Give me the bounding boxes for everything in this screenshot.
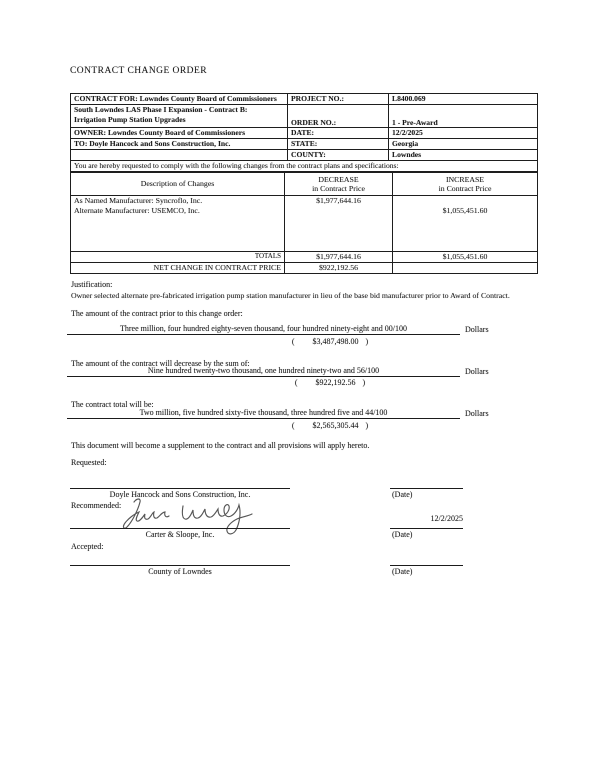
change-row-description: Alternate Manufacturer: USEMCO, Inc. [74,205,200,215]
amount2-words: Nine hundred twenty-two thousand, one hundred ninety-two and 56/100 [147,366,380,375]
amount1-numeric-group [240,337,420,347]
requested-date-line [390,477,463,489]
open-paren: ( [291,337,295,346]
contract-for-cell: CONTRACT FOR: Lowndes County Board of Commissioners [71,94,288,105]
project-title-cell [71,105,288,128]
requested-signature-line [70,477,290,489]
request-note: You are hereby requested to comply with the following changes from the contract plans and specifications: [71,161,538,172]
increase-header-line1: INCREASE [445,174,485,184]
amount2-numeric: $922,192.56 [315,378,356,387]
project-title-line2: Irrigation Pump Station Upgrades [74,114,186,124]
amount2-words-line [67,366,460,377]
project-title-line1: South Lowndes LAS Phase I Expansion - Contract B: [74,105,248,114]
amount2-intro: The amount of the contract will decrease by the sum of: [71,359,250,368]
accepted-name: County of Lowndes [148,567,212,576]
amount1-words: Three million, four hundred eighty-seven thousand, four hundred ninety-eight and 00/100 [119,324,408,333]
to-cell: TO: Doyle Hancock and Sons Construction, Inc. [71,139,288,150]
changes-table [70,172,538,274]
amount2-dollars-label: Dollars [465,367,489,376]
open-paren: ( [291,421,295,430]
decrease-header [285,173,393,196]
increase-body-cell [393,196,538,252]
close-paren: ) [362,378,366,387]
amount3-words-line [67,408,460,419]
totals-decrease: $1,977,644.16 [285,252,393,263]
order-no-label: ORDER NO.: [288,105,389,128]
decrease-body-cell [285,196,393,252]
amount1-dollars-label: Dollars [465,325,489,334]
accepted-signature-line [70,554,290,566]
amount3-numeric-group [240,421,420,431]
close-paren: ) [365,337,369,346]
state-value: Georgia [389,139,538,150]
amount3-dollars-label: Dollars [465,409,489,418]
date-label: DATE: [288,128,389,139]
amount1-words-line [67,324,460,335]
date-label: (Date) [392,530,413,539]
amount2-numeric-group [240,378,420,388]
supplement-note: This document will become a supplement to the contract and all provisions will apply hereto. [71,441,370,450]
amount3-numeric: $2,565,305.44 [312,421,359,430]
recommended-name: Carter & Sloope, Inc. [145,530,215,539]
date-label: (Date) [392,490,413,499]
order-no-value: 1 - Pre-Award [389,105,538,128]
recommended-date-line [390,517,463,529]
recommended-signature-line [70,517,290,529]
decrease-header-line1: DECREASE [318,174,359,184]
decrease-header-line2: in Contract Price [312,184,365,193]
recommended-label: Recommended: [71,501,122,510]
county-value: Lowndes [389,150,538,161]
increase-header-line2: in Contract Price [438,184,492,193]
totals-label: TOTALS [71,252,285,263]
project-no-value: L8400.069 [389,94,538,105]
description-header: Description of Changes [71,173,285,196]
amount3-intro: The contract total will be: [71,400,154,409]
recommended-date-value: 12/2/2025 [430,514,463,523]
amount1-numeric: $3,487,498.00 [312,337,359,346]
totals-increase: $1,055,451.60 [393,252,538,263]
accepted-date-line [390,554,463,566]
increase-amount: $1,055,451.60 [442,206,488,215]
amount1-intro: The amount of the contract prior to this change order: [71,309,243,318]
amount3-words: Two million, five hundred sixty-five thousand, three hundred five and 44/100 [139,408,388,417]
county-label: COUNTY: [288,150,389,161]
net-change-increase-empty [393,263,538,274]
change-row-description: As Named Manufacturer: Syncroflo, Inc. [74,196,203,205]
increase-header [393,173,538,196]
state-label: STATE: [288,139,389,150]
decrease-amount: $1,977,644.16 [316,196,361,205]
project-no-label: PROJECT NO.: [288,94,389,105]
owner-cell: OWNER: Lowndes County Board of Commissioners [71,128,288,139]
date-label: (Date) [392,567,413,576]
date-value: 12/2/2025 [389,128,538,139]
close-paren: ) [365,421,369,430]
contract-info-table [70,93,538,172]
requested-name: Doyle Hancock and Sons Construction, Inc. [109,490,251,499]
page-title: CONTRACT CHANGE ORDER [70,66,208,76]
justification-label: Justification: [71,280,113,289]
justification-text: Owner selected alternate pre-fabricated irrigation pump station manufacturer in lieu of the base bid manufacturer prior to Award of Contract. [71,291,510,300]
net-change-value: $922,192.56 [285,263,393,274]
requested-label: Requested: [71,458,107,467]
description-body-cell [71,196,285,252]
open-paren: ( [294,378,298,387]
empty-cell [71,150,288,161]
accepted-label: Accepted: [71,542,104,551]
net-change-label: NET CHANGE IN CONTRACT PRICE [71,263,285,274]
